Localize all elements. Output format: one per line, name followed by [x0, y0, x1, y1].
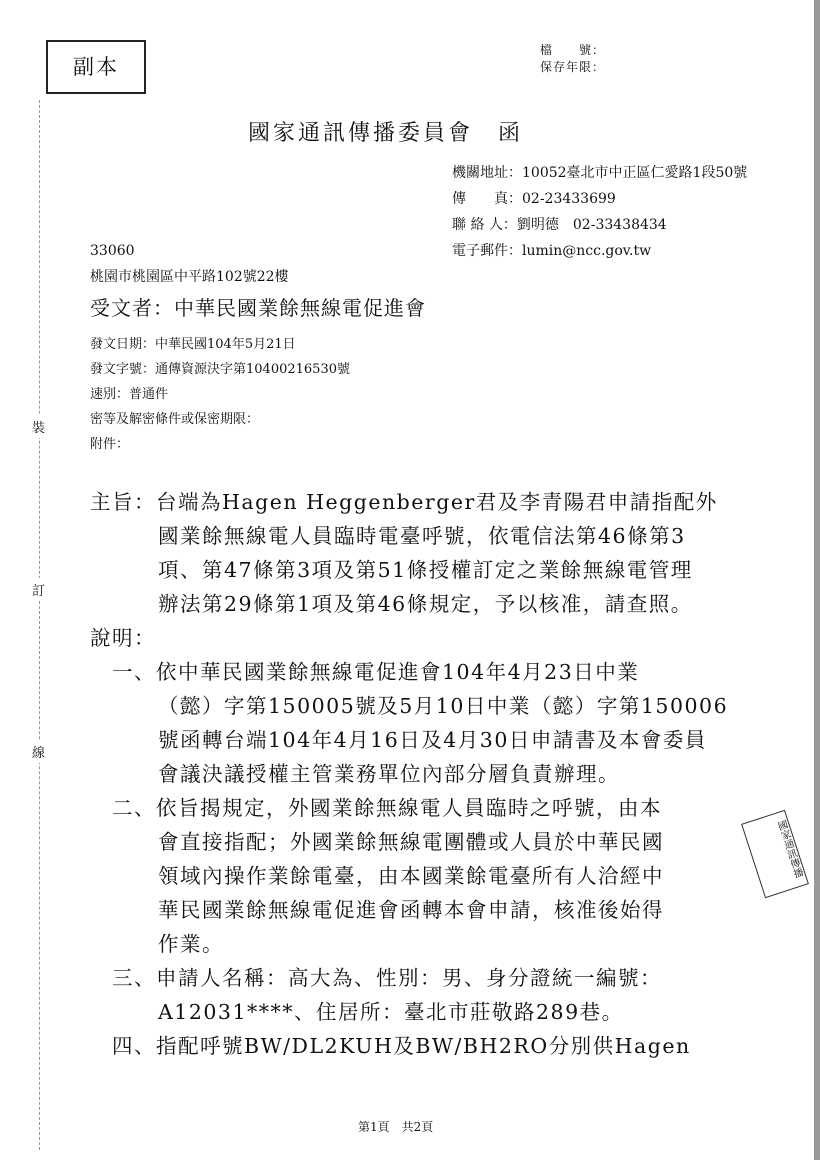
postal-code: 33060 [90, 243, 135, 259]
subject-line: 辦法第29條第1項及第46條規定，予以核准，請查照。 [158, 592, 693, 616]
item-line: 號函轉台端104年4月16日及4月30日申請書及本會委員 [158, 728, 707, 752]
document-number: 發文字號：通傳資源決字第10400216530號 [90, 362, 350, 377]
item-line: 領域內操作業餘電臺，由本國業餘電臺所有人洽經中 [158, 864, 664, 888]
document-title: 國家通訊傳播委員會 函 [248, 121, 524, 146]
item-line: 一、依中華民國業餘無線電促進會104年4月23日中業 [112, 660, 640, 684]
copy-label: 副本 [46, 40, 146, 94]
sender-fax: 傳 真：02-23433699 [452, 191, 616, 207]
item-line: 三、申請人名稱：高大為、性別：男、身分證統一編號： [112, 966, 662, 990]
page-edge [814, 0, 820, 1160]
recipient: 受文者：中華民國業餘無線電促進會 [90, 296, 426, 320]
sender-email: 電子郵件：lumin@ncc.gov.tw [452, 243, 652, 259]
item-line: 作業。 [158, 932, 224, 956]
subject-line: 項、第47條第3項及第51條授權訂定之業餘無線電管理 [158, 558, 693, 582]
item-line: （懿）字第150005號及5月10日中業（懿）字第150006 [158, 694, 729, 718]
file-number-label: 檔 號： [540, 43, 606, 57]
binding-char: 訂 [32, 578, 45, 601]
item-line: A12031****、住居所：臺北市莊敬路289巷。 [158, 1000, 624, 1024]
sender-address: 機關地址：10052臺北市中正區仁愛路1段50號 [452, 165, 748, 181]
received-stamp: 國家通訊傳播 [741, 810, 809, 898]
secrecy-level: 密等及解密條件或保密期限： [90, 412, 260, 427]
binding-char: 線 [32, 740, 45, 763]
retention-period-label: 保存年限： [540, 60, 606, 74]
subject-line: 主旨：台端為Hagen Heggenberger君及李青陽君申請指配外 [90, 490, 718, 514]
explanation-label: 說明： [90, 626, 156, 650]
sender-contact: 聯 絡 人：劉明德 02-33438434 [452, 217, 667, 233]
binding-line [39, 100, 40, 1150]
recipient-address: 桃園市桃園區中平路102號22樓 [90, 269, 289, 285]
item-line: 二、依旨揭規定，外國業餘無線電人員臨時之呼號，由本 [112, 796, 662, 820]
attachment: 附件： [90, 437, 130, 452]
page-footer: 第1頁 共2頁 [358, 1120, 434, 1134]
item-line: 會議決議授權主管業務單位內部分層負責辦理。 [158, 762, 620, 786]
binding-char: 裝 [32, 415, 45, 438]
subject-line: 國業餘無線電人員臨時電臺呼號，依電信法第46條第3 [158, 524, 686, 548]
delivery-speed: 速別：普通件 [90, 387, 169, 402]
issue-date: 發文日期：中華民國104年5月21日 [90, 337, 296, 352]
item-line: 會直接指配；外國業餘無線電團體或人員於中華民國 [158, 830, 664, 854]
item-line: 四、指配呼號BW/DL2KUH及BW/BH2RO分別供Hagen [112, 1034, 691, 1058]
item-line: 華民國業餘無線電促進會函轉本會申請，核准後始得 [158, 898, 664, 922]
